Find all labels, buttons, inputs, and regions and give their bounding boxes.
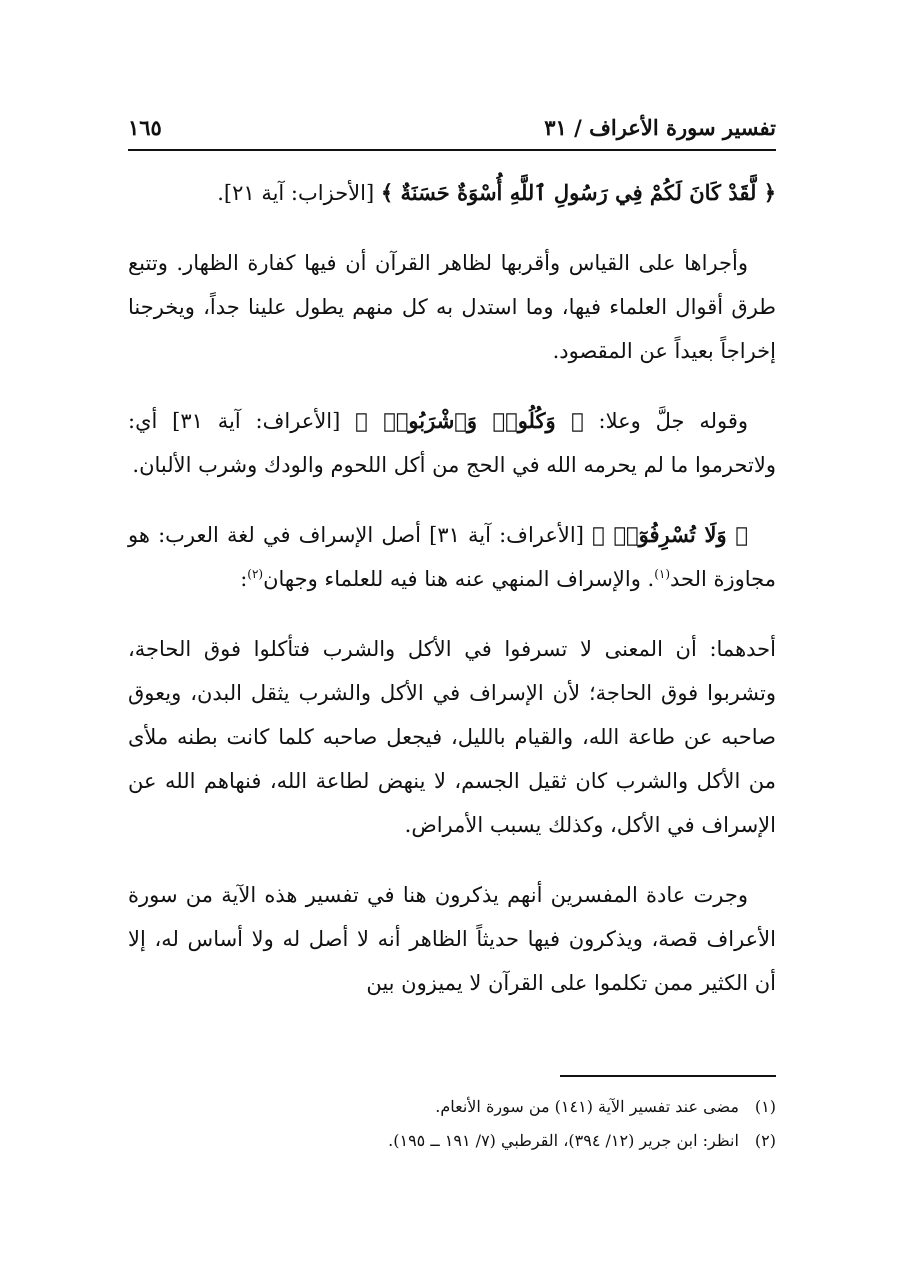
paragraph-first-meaning: أحدهما: أن المعنى لا تسرفوا في الأكل والشرب فتأكلوا فوق الحاجة، وتشربوا فوق الحاجة؛ لأن الإسراف في الأكل والشرب يثقل البدن، ويعوق صاحبه عن طاعة الله، والقيام بالليل، فيجعل صاحبه كلما كانت بطنه ملأى من الأكل والشرب كان ثقيل الجسم، لا ينهض لطاعة الله، فنهاهم الله عن الإسراف في الأكل، وكذلك يسبب الأمراض. xyxy=(128,637,776,837)
page-number: ١٦٥ xyxy=(128,115,162,140)
israf-scholars-text: . والإسراف المنهي عنه هنا فيه للعلماء وجهان xyxy=(263,567,655,591)
paragraph-eat-and-drink xyxy=(128,399,776,487)
footnote-1 xyxy=(128,1090,776,1124)
main-text xyxy=(128,171,776,1005)
footnote-1-number: (١) xyxy=(754,1097,776,1116)
header-title: تفسير سورة الأعراف / ٣١ xyxy=(544,115,776,140)
paragraph-zihar-analogy: وأجراها على القياس وأقربها لظاهر القرآن أن فيها كفارة الظهار. وتتبع طرق أقوال العلماء فيها، وما استدل به كل منهم يطول علينا جداً، ويخرجنا إخراجاً بعيداً عن المقصود. xyxy=(128,251,776,363)
israf-definition-text: [الأعراف: آية ٣١] أصل الإسراف في لغة العرب: هو مجاوزة الحد xyxy=(128,523,776,591)
quran-verse-ahzab: ﴿ لَّقَدْ كَانَ لَكُمْ فِي رَسُولِ ٱللَّهِ أُسْوَةٌ حَسَنَةٌ ﴾ xyxy=(380,180,776,205)
paragraph-eat-and-drink-intro: وقوله جلَّ وعلا: xyxy=(583,409,749,433)
footnote-marker-2[interactable]: (٢) xyxy=(247,567,264,581)
footnote-2-text: انظر: ابن جرير (١٢/ ٣٩٤)، القرطبي (٧/ ١٩١ ــ ١٩٥). xyxy=(388,1131,739,1150)
footnote-marker-1[interactable]: (١) xyxy=(654,567,671,581)
footnote-2 xyxy=(128,1124,776,1158)
paragraph-quran-verse-ahzab xyxy=(128,171,776,215)
book-page xyxy=(128,105,776,1225)
paragraph-mufassirin-custom: وجرت عادة المفسرين أنهم يذكرون هنا في تفسير هذه الآية من سورة الأعراف قصة، ويذكرون فيها حديثاً الظاهر أنه لا أصل له ولا أساس له، إلا أن الكثير ممن تكلموا على القرآن لا يميزون بين xyxy=(128,883,776,995)
running-header xyxy=(128,105,776,151)
quran-verse-la-tusrifu: ﴿ وَلَا تُسْرِفُوٓا۟ ﴾ xyxy=(592,522,748,547)
paragraph-eat-and-drink-explanation: [الأعراف: آية ٣١] أي: ولاتحرموا ما لم يحرمه الله في الحج من أكل اللحوم والودك وشرب الألبان. xyxy=(128,409,776,477)
paragraph-israf-definition xyxy=(128,513,776,601)
footnote-1-text: مضى عند تفسير الآية (١٤١) من سورة الأنعام. xyxy=(435,1097,739,1116)
footnote-2-number: (٢) xyxy=(754,1131,776,1150)
quran-verse-eat-drink: ﴿ وَكُلُوا۟ وَٱشْرَبُوا۟ ﴾ xyxy=(355,408,584,433)
verse-reference-ahzab: [الأحزاب: آية ٢١]. xyxy=(217,181,381,205)
israf-colon: : xyxy=(240,567,248,591)
footnotes-section xyxy=(128,1090,776,1158)
footnote-divider xyxy=(560,1075,776,1077)
